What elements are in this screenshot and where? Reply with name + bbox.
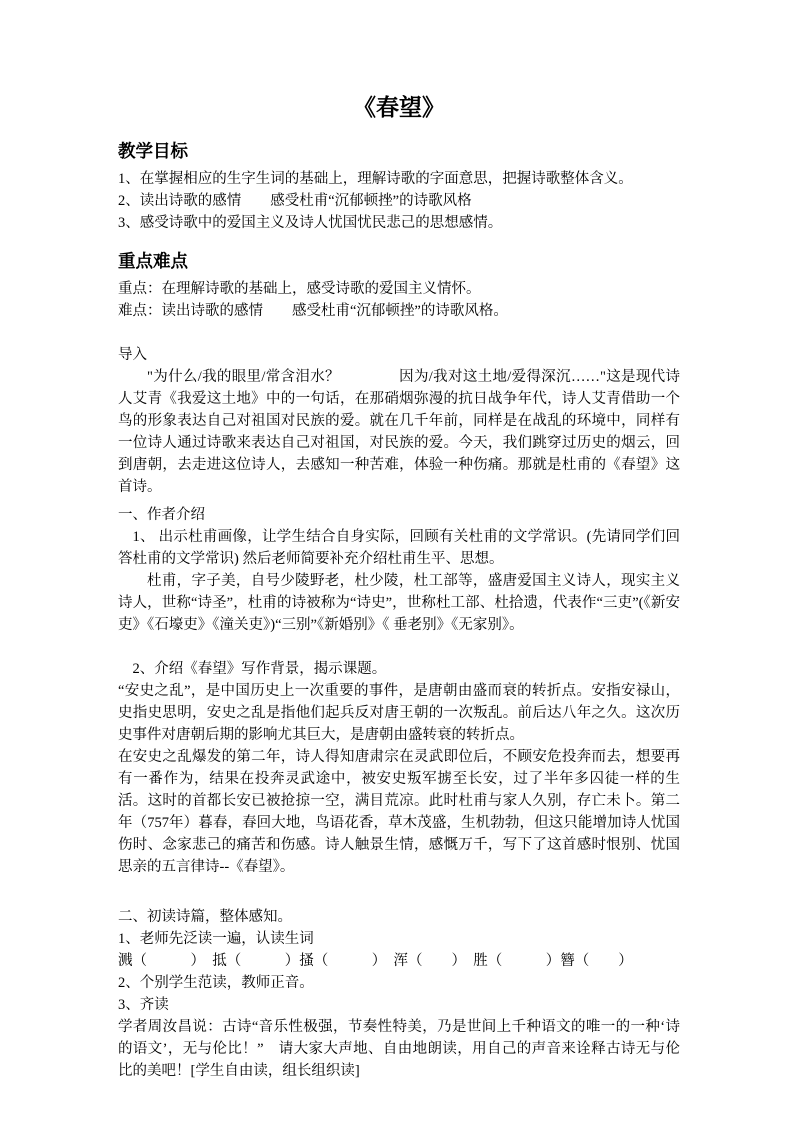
key-points-heading: 重点难点 [118,251,188,271]
author-task-paragraph: 1、 出示杜甫画像，让学生结合自身实际，回顾有关杜甫的文学常识。(先请同学们回答杜甫的文学常识) 然后老师简要补充介绍杜甫生平、思想。 [118,529,680,567]
reading-step-2: 2、个别学生范读，教师正音。 [118,975,314,991]
difficult-point-line: 难点：读出诗歌的感情 感受杜甫“沉郁顿挫”的诗歌风格。 [118,303,508,319]
reading-section-heading: 二、初读诗篇，整体感知。 [118,909,292,925]
reading-step-1: 1、老师先泛读一遍，认读生词 [118,931,314,947]
objectives-heading: 教学目标 [118,141,188,161]
intro-heading: 导入 [118,347,147,363]
reading-step-3: 3、齐读 [118,997,169,1013]
objective-item-3: 3、感受诗歌中的爱国主义及诗人忧国忧民悲己的思想感情。 [118,215,503,231]
objective-item-1: 1、在掌握相应的生字生词的基础上，理解诗歌的字面意思，把握诗歌整体含义。 [118,171,633,187]
objective-item-2: 2、读出诗歌的感情 感受杜甫“沉郁顿挫”的诗歌风格 [118,193,472,209]
background-subheading: 2、介绍《春望》写作背景，揭示课题。 [132,661,387,677]
author-bio-paragraph: 杜甫，字子美，自号少陵野老，杜少陵，杜工部等，盛唐爱国主义诗人，现实主义诗人，世称“诗圣”，杜甫的诗被称为“诗史”，世称杜工部、杜拾遗，代表作“三吏”(《新安吏》《石壕吏》《潼关吏》)“三别”《新婚别》《 垂老别》《无家别》。 [118,573,680,633]
background-paragraph-1: “安史之乱”，是中国历史上一次重要的事件，是唐朝由盛而衰的转折点。安指安禄山，史指史思明，安史之乱是指他们起兵反对唐王朝的一次叛乱。前后达八年之久。这次历史事件对唐朝后期的影响尤其巨大，是唐朝由盛转衰的转折点。 [118,683,680,743]
vocabulary-line: 溅（ ） 抵（ ）搔（ ） 浑（ ） 胜（ ）簪（ ） [118,953,633,969]
author-section-heading: 一、作者介绍 [118,507,205,523]
intro-paragraph: "为什么/我的眼里/常含泪水？ 因为/我对这土地/爱得深沉……"这是现代诗人艾青《我爱这土地》中的一句话，在那硝烟弥漫的抗日战争年代，诗人艾青借助一个鸟的形象表达自己对祖国对民族的爱。就在几千年前，同样是在战乱的环境中，同样有一位诗人通过诗歌来表达自己对祖国，对民族的爱。今天，我们跳穿过历史的烟云，回到唐朝，去走进这位诗人，去感知一种苦难，体验一种伤痛。那就是杜甫的《春望》这首诗。 [118,369,680,495]
reading-quote-paragraph: 学者周汝昌说：古诗“音乐性极强，节奏性特美，乃是世间上千种语文的唯一的一种‘诗的语文’，无与伦比！” 请大家大声地、自由地朗读，用自己的声音来诠释古诗无与伦比的美吧！[学生自由读，组长组织读] [118,1019,680,1079]
document-title: 《春望》 [353,95,445,120]
key-point-line: 重点：在理解诗歌的基础上，感受诗歌的爱国主义情怀。 [118,281,481,297]
background-paragraph-2: 在安史之乱爆发的第二年，诗人得知唐肃宗在灵武即位后，不顾安危投奔而去，想要再有一番作为，结果在投奔灵武途中，被安史叛军掳至长安，过了半年多囚徒一样的生活。这时的首都长安已被抢掠一空，满目荒凉。此时杜甫与家人久别，存亡未卜。第二年（757年）暮春，春回大地，鸟语花香，草木茂盛，生机勃勃，但这只能增加诗人忧国伤时、念家悲己的痛苦和伤感。诗人触景生情，感慨万千，写下了这首感时恨别、忧国思亲的五言律诗--《春望》。 [118,749,680,875]
